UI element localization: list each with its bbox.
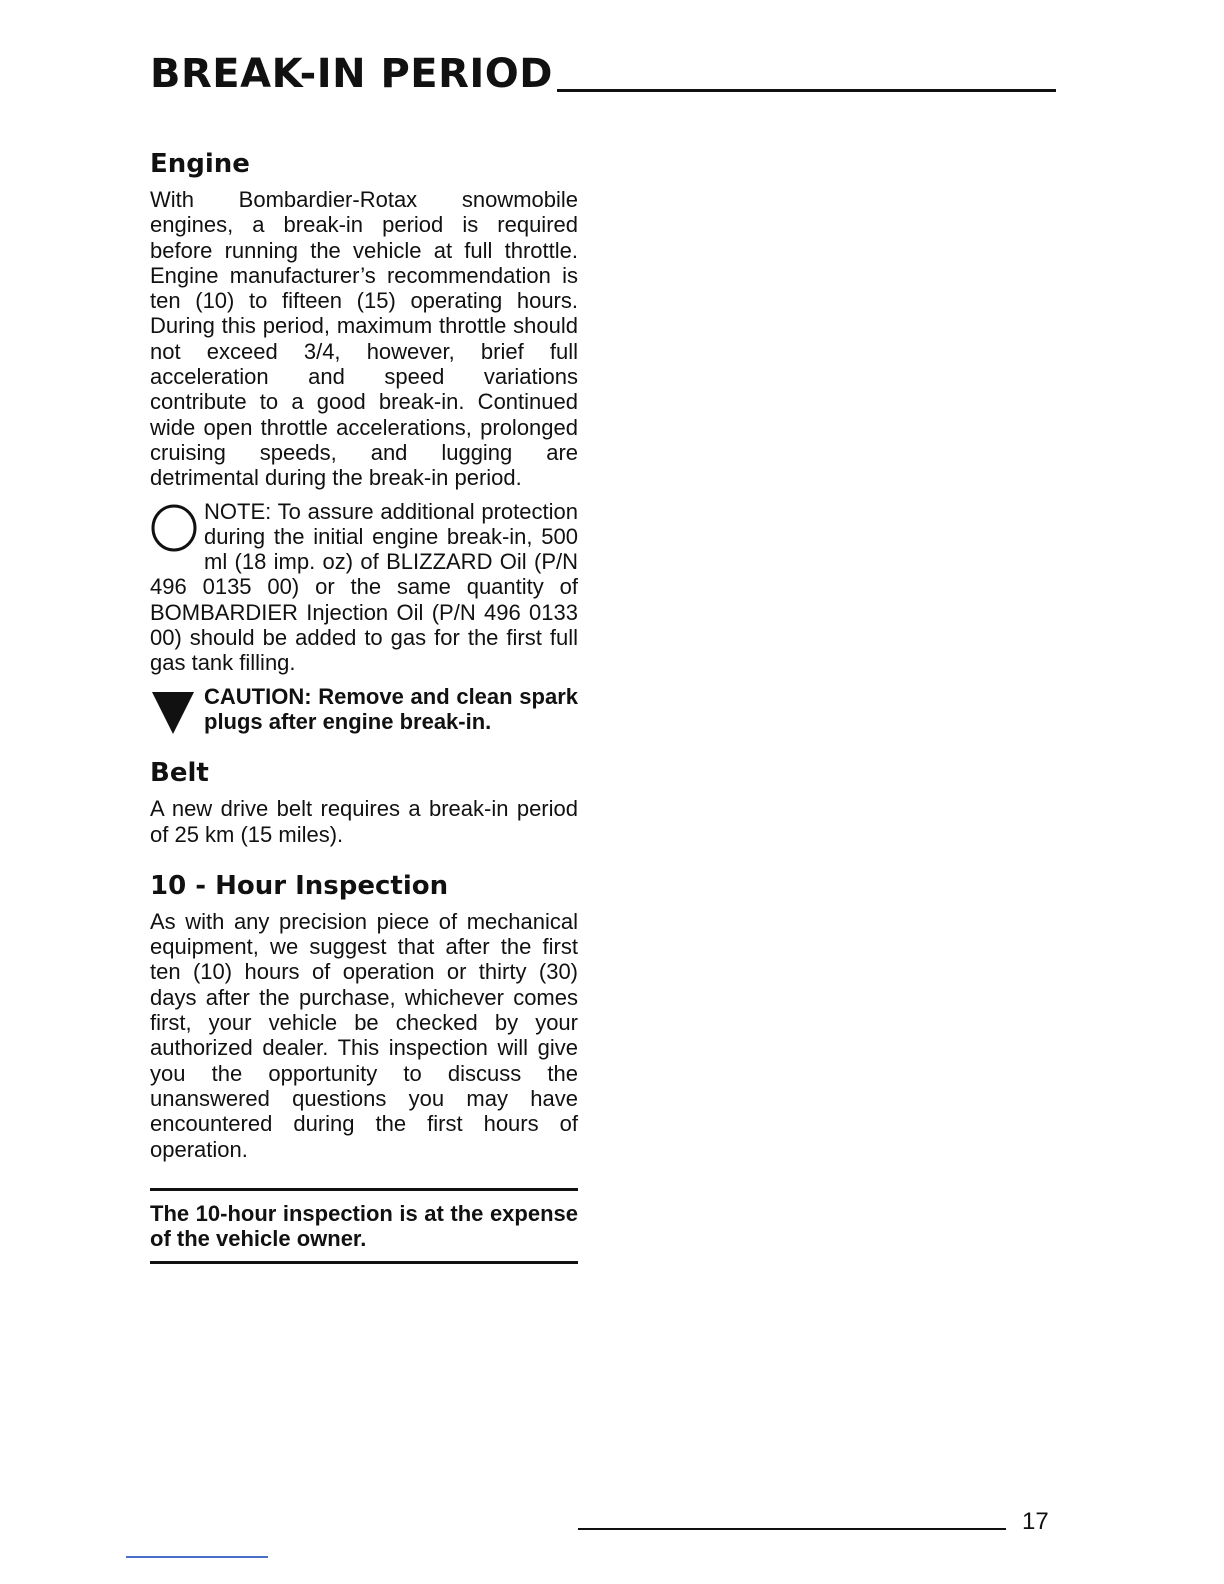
title-rule — [557, 89, 1056, 92]
note-label: NOTE: — [204, 498, 272, 524]
page-number: 17 — [1022, 1508, 1049, 1535]
note-block — [150, 499, 578, 676]
inspection-heading: 10 - Hour Inspection — [150, 870, 449, 901]
inspection-boxed-text: The 10-hour inspection is at the expense of the vehicle owner. — [150, 1200, 578, 1252]
note-text: To assure additional protection during the initial engine break-in, 500 ml (18 imp. oz) of BLIZZARD Oil (P/N 496 0135 00) or the same quantity of BOMBARDIER Injection Oil (P/N 496 0133 00) should be added to gas for the first full gas tank filling. — [150, 498, 578, 676]
corner-mark — [126, 1556, 268, 1558]
content-column — [150, 145, 578, 1264]
caution-text: CAUTION: Remove and clean spark plugs after engine break-in. — [204, 683, 578, 734]
footer-rule — [578, 1528, 1006, 1530]
circle-note-icon — [150, 503, 198, 553]
note-paragraph — [150, 499, 578, 676]
belt-heading: Belt — [150, 758, 209, 789]
page-title-bar — [150, 50, 1056, 98]
engine-body: With Bombardier-Rotax snowmobile engines, a break-in period is required before running the vehicle at full throttle. Engine manufacturer’s recommendation is ten (10) to fifteen (15) operating hours. During this period, maximum throttle should not exceed 3/4, however, brief full acceleration and speed variations contribute to a good break-in. Continued wide open throttle accelerations, prolonged cruising speeds, and lugging are detrimental during the break-in period. — [150, 187, 578, 491]
inspection-section — [150, 867, 578, 1265]
page-title: BREAK-IN PERIOD — [150, 51, 554, 97]
belt-section — [150, 754, 578, 847]
inspection-boxed-note — [150, 1188, 578, 1265]
inspection-body: As with any precision piece of mechanical equipment, we suggest that after the first ten (10) hours of operation or thirty (30) days after the purchase, whichever comes first, your vehicle be checked by your authorized dealer. This inspection will give you the opportunity to discuss the unanswered questions you may have encountered during the first hours of operation. — [150, 908, 578, 1162]
engine-section — [150, 145, 578, 734]
caution-block — [150, 684, 578, 735]
engine-heading: Engine — [150, 149, 250, 179]
triangle-caution-icon — [150, 688, 196, 738]
belt-body: A new drive belt requires a break-in period of 25 km (15 miles). — [150, 796, 578, 847]
